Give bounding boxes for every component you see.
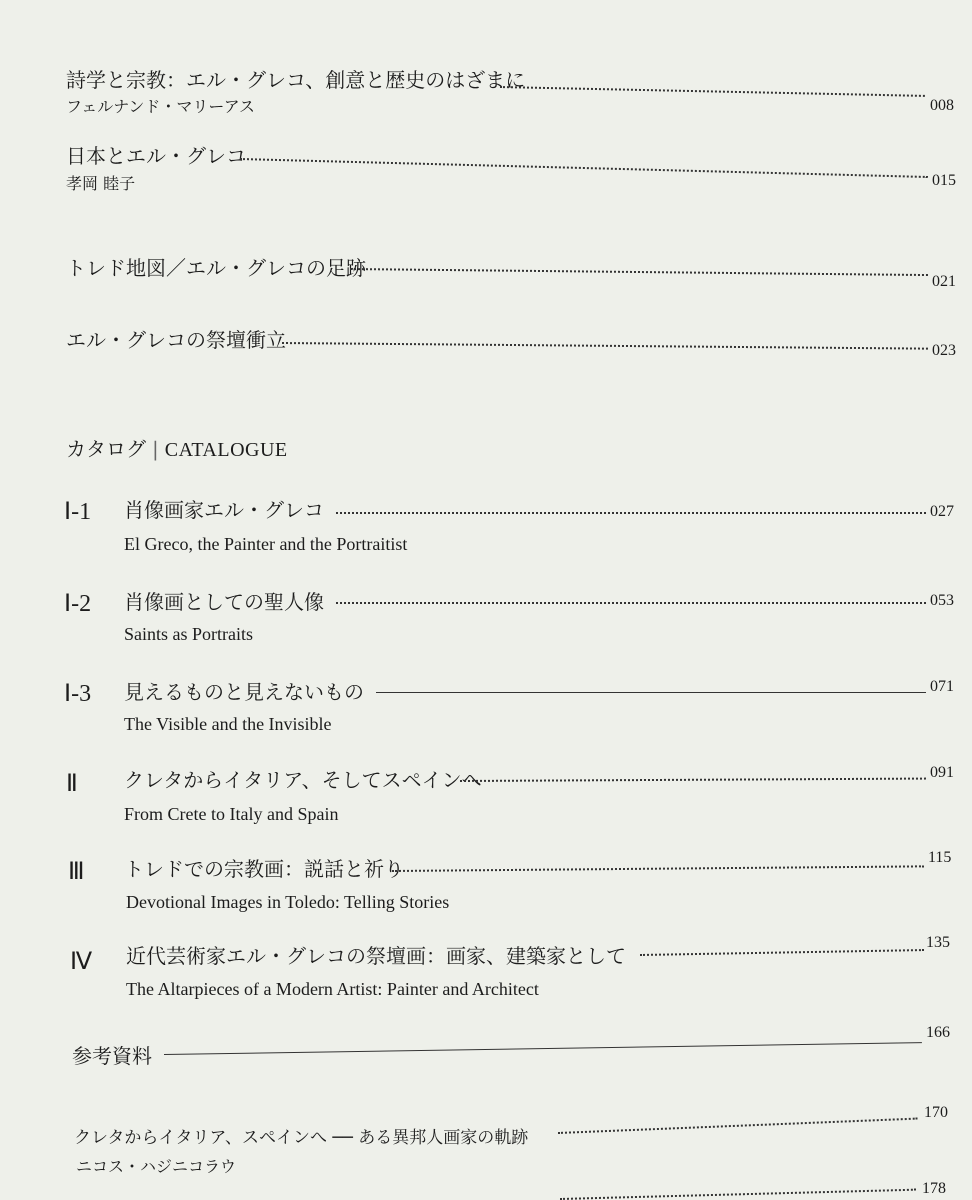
entry-subtitle: The Altarpieces of a Modern Artist: Painter and Architect: [126, 979, 539, 999]
section-number: Ⅱ: [66, 771, 78, 797]
dot-leader: [282, 342, 928, 350]
page-number: 135: [926, 934, 950, 951]
entry-subtitle: The Visible and the Invisible: [124, 714, 332, 734]
entry-title: 肖像画としての聖人像: [124, 590, 324, 614]
page-number: 021: [932, 273, 956, 290]
page-number: 008: [930, 97, 954, 114]
dot-leader: [164, 1042, 922, 1055]
page-number: 071: [930, 678, 954, 695]
entry-title: 日本とエル・グレコ: [66, 144, 246, 168]
entry-title: トレド地図／エル・グレコの足跡: [66, 256, 366, 280]
entry-title: クレタからイタリア、そしてスペインへ: [124, 768, 482, 792]
entry-title: 詩学と宗教：エル・グレコ、創意と歴史のはざまに: [66, 68, 526, 92]
page-number: 115: [928, 849, 952, 866]
dot-leader: [640, 949, 924, 956]
catalogue-heading-jp: カタログ: [66, 437, 146, 461]
section-number: Ⅰ-2: [64, 591, 92, 617]
entry-subtitle: El Greco, the Painter and the Portraitist: [124, 534, 408, 554]
dot-leader: [350, 268, 928, 276]
page-number: 091: [930, 764, 954, 781]
page-number: 015: [932, 172, 956, 189]
page-number: 166: [926, 1024, 950, 1041]
entry-subtitle: Devotional Images in Toledo: Telling Stories: [126, 892, 450, 912]
section-number: Ⅰ-3: [64, 681, 92, 707]
dot-leader: [460, 778, 926, 782]
section-number: Ⅲ: [68, 859, 85, 885]
dot-leader: [336, 512, 926, 514]
entry-subtitle: Saints as Portraits: [124, 624, 253, 644]
entry-title: エル・グレコの祭壇衝立: [66, 328, 286, 352]
catalogue-heading-en: CATALOGUE: [164, 439, 288, 461]
dot-leader: [376, 692, 926, 693]
dot-leader: [500, 86, 925, 97]
section-number: Ⅳ: [70, 949, 93, 975]
page-number: 023: [932, 342, 956, 359]
entry-title: 参考資料: [72, 1044, 152, 1068]
entry-title: トレドでの宗教画：説話と祈り: [124, 857, 404, 881]
entry-subtitle: From Crete to Italy and Spain: [124, 804, 339, 824]
entry-title: クレタからイタリア、スペインへ ── ある異邦人画家の軌跡: [74, 1128, 529, 1148]
entry-title: 近代芸術家エル・グレコの祭壇画：画家、建築家として: [126, 944, 626, 968]
dot-leader: [558, 1118, 918, 1134]
entry-title: 肖像画家エル・グレコ: [124, 498, 324, 522]
dot-leader: [392, 865, 924, 872]
catalogue-heading: [66, 436, 288, 463]
section-number: Ⅰ-1: [64, 499, 92, 525]
entry-author: 孝岡 睦子: [66, 174, 136, 193]
entry-author: ニコス・ハジニコラウ: [76, 1157, 237, 1176]
page-number: 178: [922, 1180, 946, 1197]
entry-title: 見えるものと見えないもの: [124, 680, 364, 704]
catalogue-heading-separator: |: [152, 437, 159, 461]
entry-author: フェルナンド・マリーアス: [66, 97, 255, 116]
page-number: 027: [930, 503, 954, 520]
page-number: 170: [924, 1104, 948, 1121]
dot-leader: [240, 158, 928, 178]
dot-leader: [336, 602, 926, 604]
dot-leader: [560, 1189, 916, 1200]
page-number: 053: [930, 592, 954, 609]
